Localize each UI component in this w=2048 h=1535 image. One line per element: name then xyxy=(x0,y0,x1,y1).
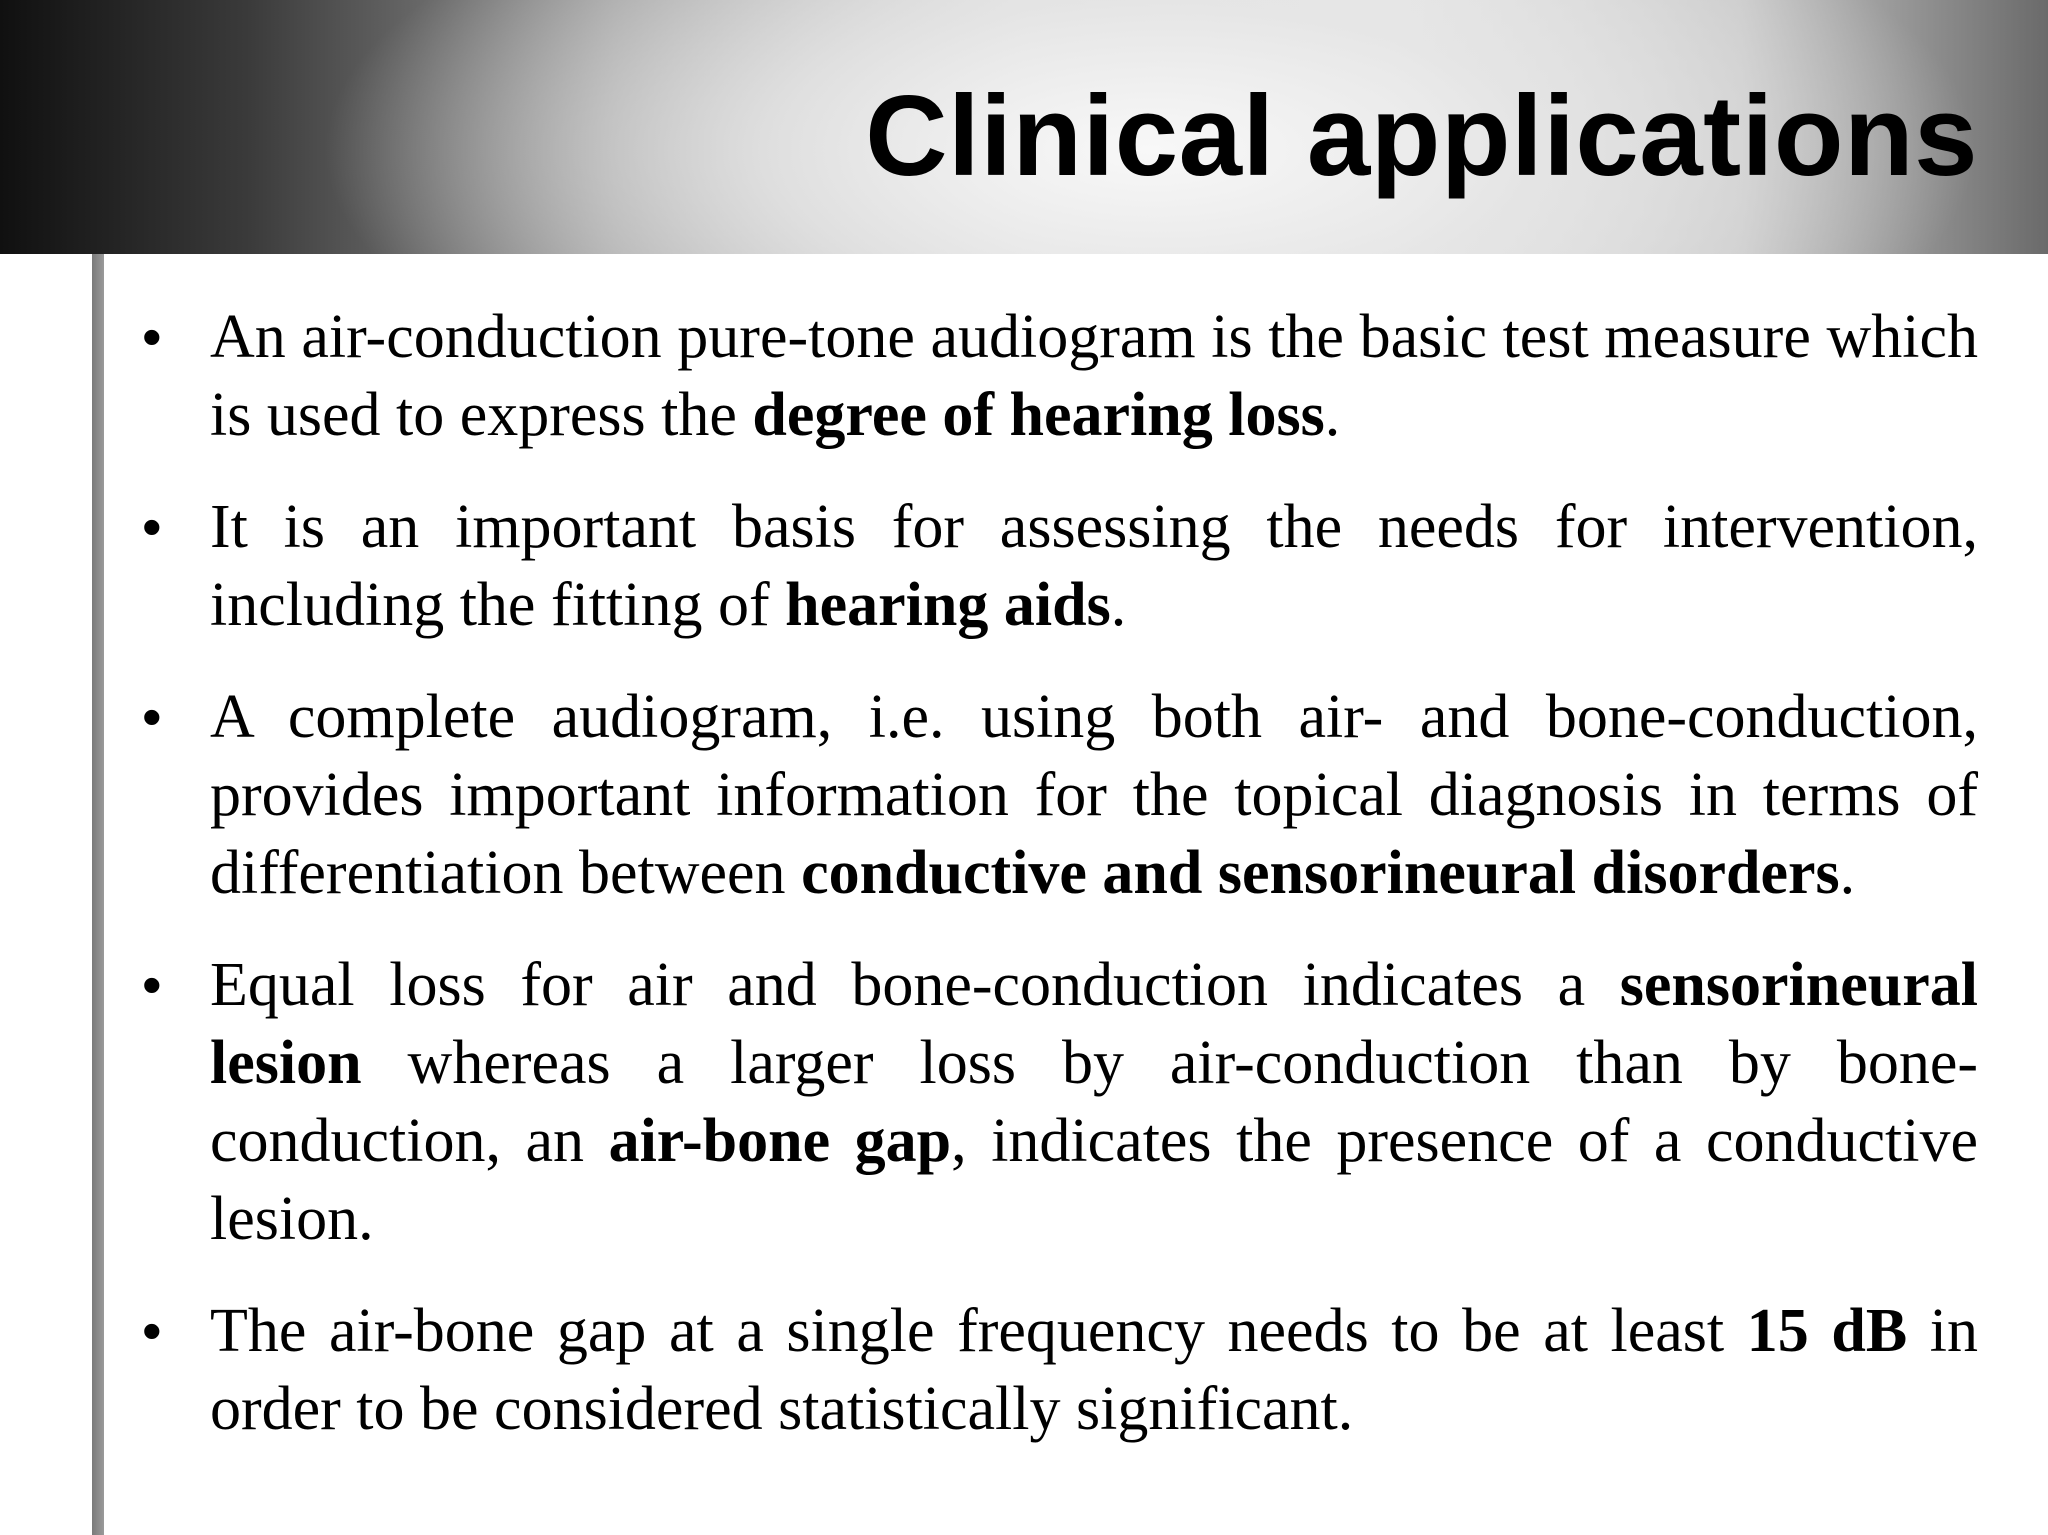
bullet-item xyxy=(130,488,1978,644)
bullet-text: It is an important basis for assessing the needs for intervention, including the fitting of xyxy=(210,493,1978,639)
bullet-text: , indicates the presence of a conductive lesion. xyxy=(210,1107,1978,1253)
bullet-point-icon: • xyxy=(142,1299,162,1362)
bullet-emphasis: air-bone gap xyxy=(608,1107,952,1175)
bullet-point-icon: • xyxy=(142,305,162,368)
bullet-text: Equal loss for air and bone-conduction indicates a xyxy=(210,951,1620,1019)
bullet-point-icon: • xyxy=(142,953,162,1016)
bullet-text: in order to be considered statistically significant. xyxy=(210,1297,1979,1443)
bullet-list xyxy=(130,298,1978,1482)
bullet-item xyxy=(130,946,1978,1258)
slide-title: Clinical applications xyxy=(865,73,1978,200)
bullet-item xyxy=(130,678,1978,912)
bullet-text: . xyxy=(1839,839,1856,907)
bullet-text: A complete audiogram, i.e. using both air- and bone-conduction, provides important information for the topical diagnosis in terms of differentiation between xyxy=(210,683,1978,907)
bullet-text: An air-conduction pure-tone audiogram is the basic test measure which is used to express the xyxy=(210,303,1978,449)
bullet-emphasis: hearing aids xyxy=(785,571,1111,639)
bullet-point-icon: • xyxy=(142,495,162,558)
bullet-emphasis: degree of hearing loss xyxy=(752,381,1325,449)
bullet-item xyxy=(130,1292,1978,1448)
bullet-text: whereas a larger loss by air-conduction than by bone-conduction, an xyxy=(210,1029,1978,1175)
bullet-emphasis: 15 dB xyxy=(1746,1297,1908,1365)
bullet-item xyxy=(130,298,1978,454)
bullet-emphasis: sensorineural lesion xyxy=(210,951,1978,1097)
bullet-text: The air-bone gap at a single frequency needs to be at least xyxy=(210,1297,1747,1365)
title-banner xyxy=(0,0,2048,254)
bullet-text: . xyxy=(1324,381,1341,449)
bullet-emphasis: conductive and sensorineural disorders xyxy=(801,839,1840,907)
bullet-text: . xyxy=(1110,571,1127,639)
left-accent-bar xyxy=(92,254,104,1535)
bullet-point-icon: • xyxy=(142,685,162,748)
